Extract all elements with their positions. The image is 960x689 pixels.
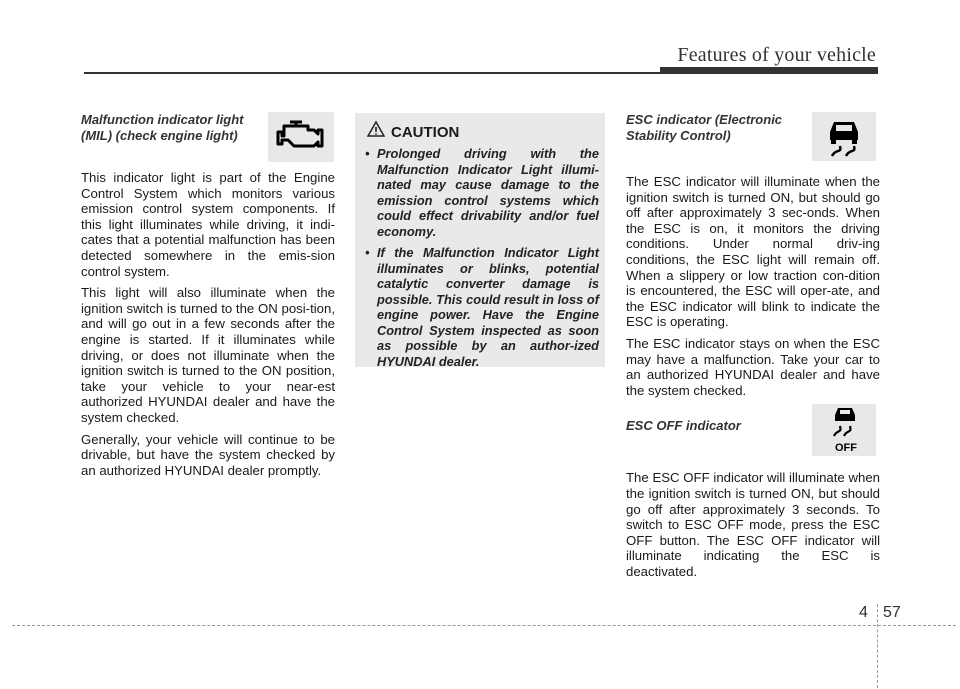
caution-list [365,146,599,375]
esc-off-icon [812,404,876,456]
mil-paragraph: Generally, your vehicle will continue to be drivable, but have the system checked by an authorized HYUNDAI dealer promptly. [81,431,335,478]
caution-heading: CAUTION [367,121,459,141]
esc-off-icon-label: OFF [835,442,857,454]
footer-rule [12,625,956,626]
esc-paragraph: The ESC indicator stays on when the ESC may have a malfunction. Take your car to an authorized HYUNDAI dealer and have the system checked. [626,335,880,398]
mil-title: Malfunction indicator light (MIL) (check engine light) [81,112,244,143]
mil-body [81,170,335,478]
warning-triangle-icon [367,121,387,141]
caution-item: • If the Malfunction Indicator Light illuminates or blinks, potential catalytic converter damage is possible. This could result in loss of engine power. Have the Engine Control System inspected as soon as possible by an author-ized HYUNDAI dealer. [365,245,599,369]
page-number: 57 [883,604,901,621]
page-header-title: Features of your vehicle [677,44,876,66]
footer-divider [877,604,878,688]
caution-item: • Prolonged driving with the Malfunction Indicator Light illumi-nated may cause damage to the emission control systems which could effect drivability and/or fuel economy. [365,146,599,239]
esc-paragraph: The ESC indicator will illuminate when the ignition switch is turned ON, but should go off after approximately 3 sec-onds. When the ESC is on, it monitors the driving conditions. Under normal driv-ing conditions, the ESC light will remain off. When a slippery or low traction con-dition is encountered, the ESC will oper-ate, and the ESC indicator will blink to indicate the ESC is operating. [626,174,880,330]
mil-paragraph: This light will also illuminate when the ignition switch is turned to the ON posi-tion, and will go out in a few seconds after the engine is started. If it illuminates while driving, or does not illuminate when the ignition switch is turned to the ON position, take your vehicle to your near-est authorized HYUNDAI dealer and have the system checked. [81,285,335,425]
mil-section [81,112,335,484]
esc-section [626,112,880,585]
esc-body [626,174,880,398]
caution-box [355,113,605,367]
check-engine-icon [268,112,334,162]
header-rule [84,72,878,74]
mil-paragraph: This indicator light is part of the Engine Control System which monitors various emission control system components. If this light illuminates while driving, it indi-cates that a potential malfunction has been detected somewhere in the emis-sion control system. [81,170,335,279]
esc-off-body [626,470,880,579]
esc-off-paragraph: The ESC OFF indicator will illuminate when the ignition switch is turned ON, but should go off after approximately 3 seconds. To switch to ESC OFF mode, press the ESC OFF button. The ESC OFF indicator will illuminate indicating the ESC is deactivated. [626,470,880,579]
chapter-number: 4 [859,604,868,621]
esc-title: ESC indicator (Electronic Stability Control) [626,112,783,143]
esc-off-title: ESC OFF indicator [626,418,741,434]
esc-car-skid-icon [812,112,876,161]
